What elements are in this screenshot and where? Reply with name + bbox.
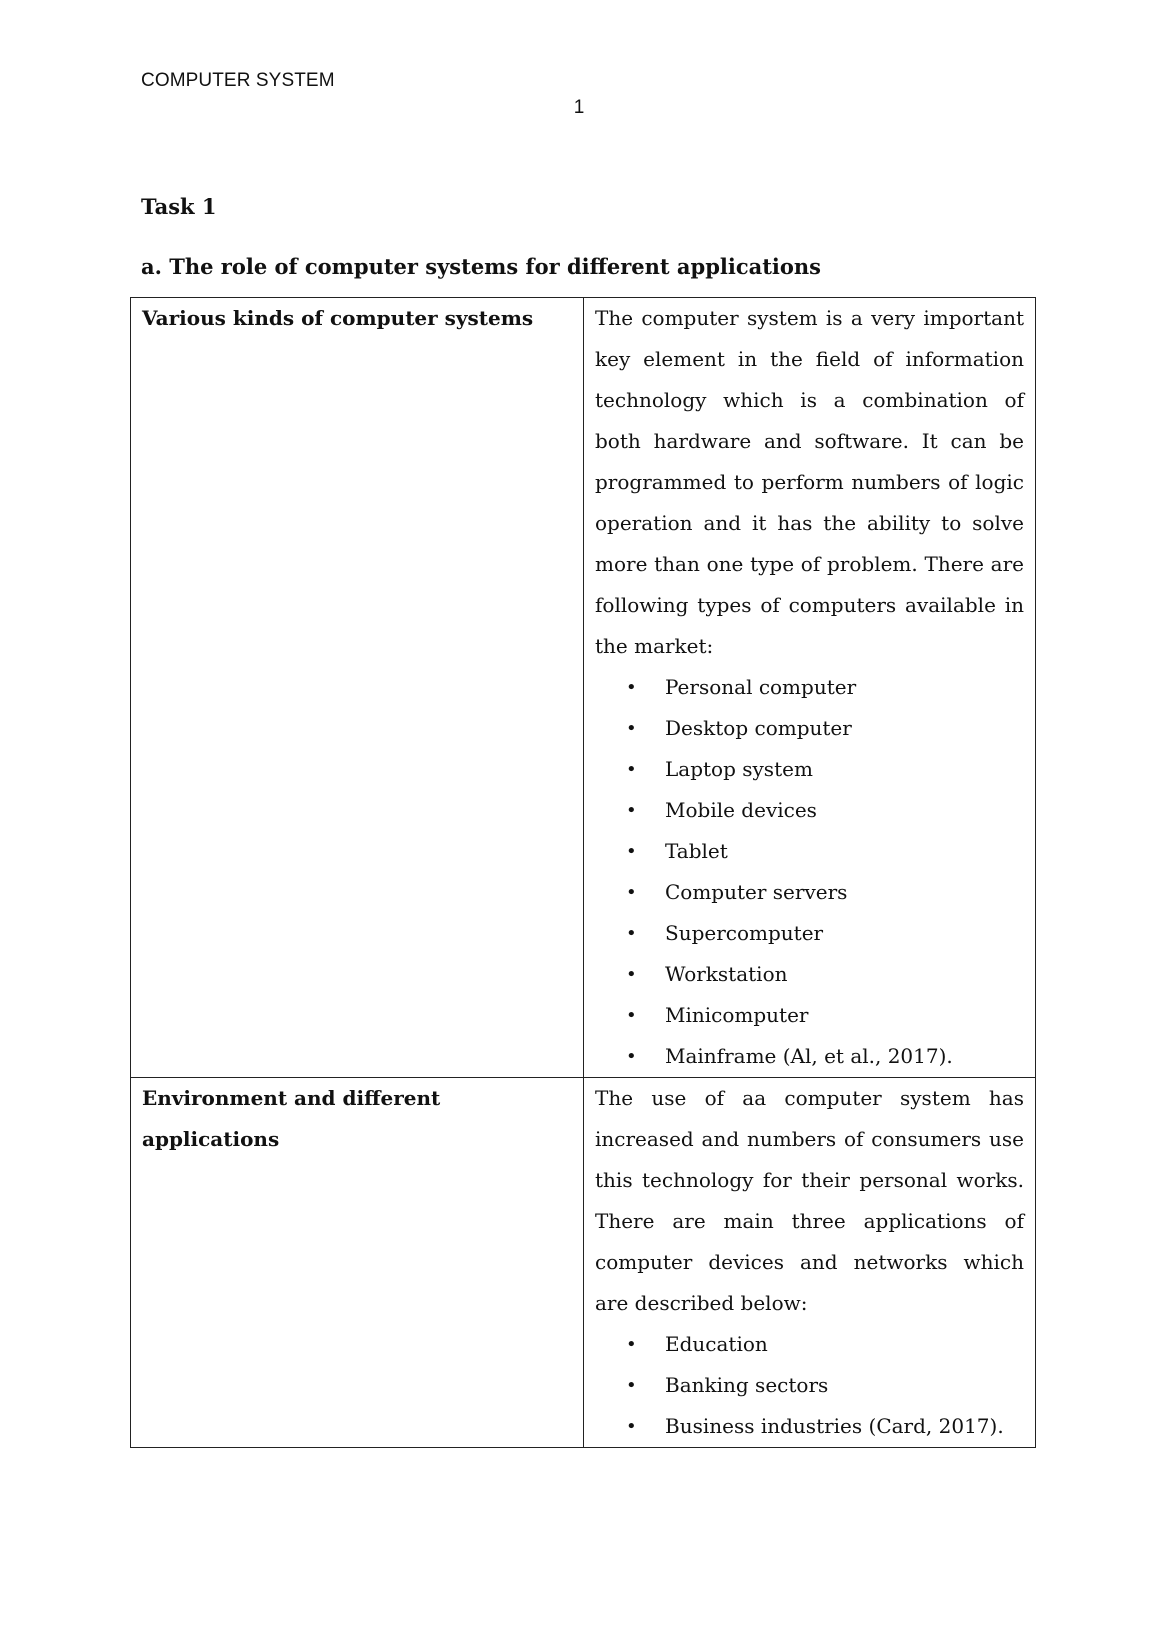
list-item bbox=[595, 1365, 1024, 1406]
bullet-icon: • bbox=[626, 677, 637, 698]
bullet-icon: • bbox=[626, 1046, 637, 1067]
row-label-cell bbox=[131, 1078, 584, 1448]
list-item-text: Education bbox=[665, 1332, 768, 1356]
list-item-text: Minicomputer bbox=[665, 1003, 809, 1027]
list-item bbox=[595, 667, 1024, 708]
list-item-text: Business industries (Card, 2017). bbox=[665, 1414, 1004, 1438]
bullet-icon: • bbox=[626, 759, 637, 780]
bullet-icon: • bbox=[626, 1416, 637, 1437]
bullet-list bbox=[595, 667, 1024, 1077]
row-paragraph: The computer system is a very important key element in the field of information technology which is a combination of both hardware and software. It can be programmed to perform numbers of logic operation and it has the ability to solve more than one type of problem. There are following types of computers available in the market: bbox=[595, 306, 1024, 658]
list-item-text: Workstation bbox=[665, 962, 788, 986]
bullet-icon: • bbox=[626, 718, 637, 739]
row-content-cell bbox=[584, 298, 1036, 1078]
table-row bbox=[131, 298, 1036, 1078]
bullet-icon: • bbox=[626, 841, 637, 862]
bullet-icon: • bbox=[626, 800, 637, 821]
role-table bbox=[130, 297, 1036, 1448]
row-content-cell bbox=[584, 1078, 1036, 1448]
list-item bbox=[595, 913, 1024, 954]
row-paragraph: The use of aa computer system has increased and numbers of consumers use this technology for their personal works. There are main three applications of computer devices and networks which are described below: bbox=[595, 1086, 1024, 1315]
running-head: COMPUTER SYSTEM bbox=[141, 70, 335, 91]
list-item-text: Computer servers bbox=[665, 880, 848, 904]
row-label: Environment and different applications bbox=[142, 1086, 441, 1151]
list-item-text: Tablet bbox=[665, 839, 728, 863]
bullet-icon: • bbox=[626, 1375, 637, 1396]
list-item-text: Personal computer bbox=[665, 675, 857, 699]
list-item-text: Mainframe (Al, et al., 2017). bbox=[665, 1044, 953, 1068]
bullet-icon: • bbox=[626, 1334, 637, 1355]
task-title: Task 1 bbox=[141, 194, 217, 219]
page-number: 1 bbox=[573, 97, 585, 118]
list-item bbox=[595, 954, 1024, 995]
list-item bbox=[595, 1036, 1024, 1077]
list-item-text: Laptop system bbox=[665, 757, 813, 781]
list-item bbox=[595, 1406, 1024, 1447]
row-label-cell bbox=[131, 298, 584, 1078]
bullet-icon: • bbox=[626, 964, 637, 985]
list-item bbox=[595, 708, 1024, 749]
list-item bbox=[595, 872, 1024, 913]
list-item bbox=[595, 749, 1024, 790]
list-item bbox=[595, 831, 1024, 872]
list-item-text: Supercomputer bbox=[665, 921, 824, 945]
bullet-icon: • bbox=[626, 882, 637, 903]
row-label: Various kinds of computer systems bbox=[142, 306, 534, 330]
list-item-text: Desktop computer bbox=[665, 716, 852, 740]
list-item-text: Banking sectors bbox=[665, 1373, 829, 1397]
list-item bbox=[595, 1324, 1024, 1365]
bullet-icon: • bbox=[626, 1005, 637, 1026]
bullet-icon: • bbox=[626, 923, 637, 944]
bullet-list bbox=[595, 1324, 1024, 1447]
list-item bbox=[595, 995, 1024, 1036]
list-item-text: Mobile devices bbox=[665, 798, 817, 822]
section-title: a. The role of computer systems for different applications bbox=[141, 254, 822, 279]
list-item bbox=[595, 790, 1024, 831]
table-row bbox=[131, 1078, 1036, 1448]
